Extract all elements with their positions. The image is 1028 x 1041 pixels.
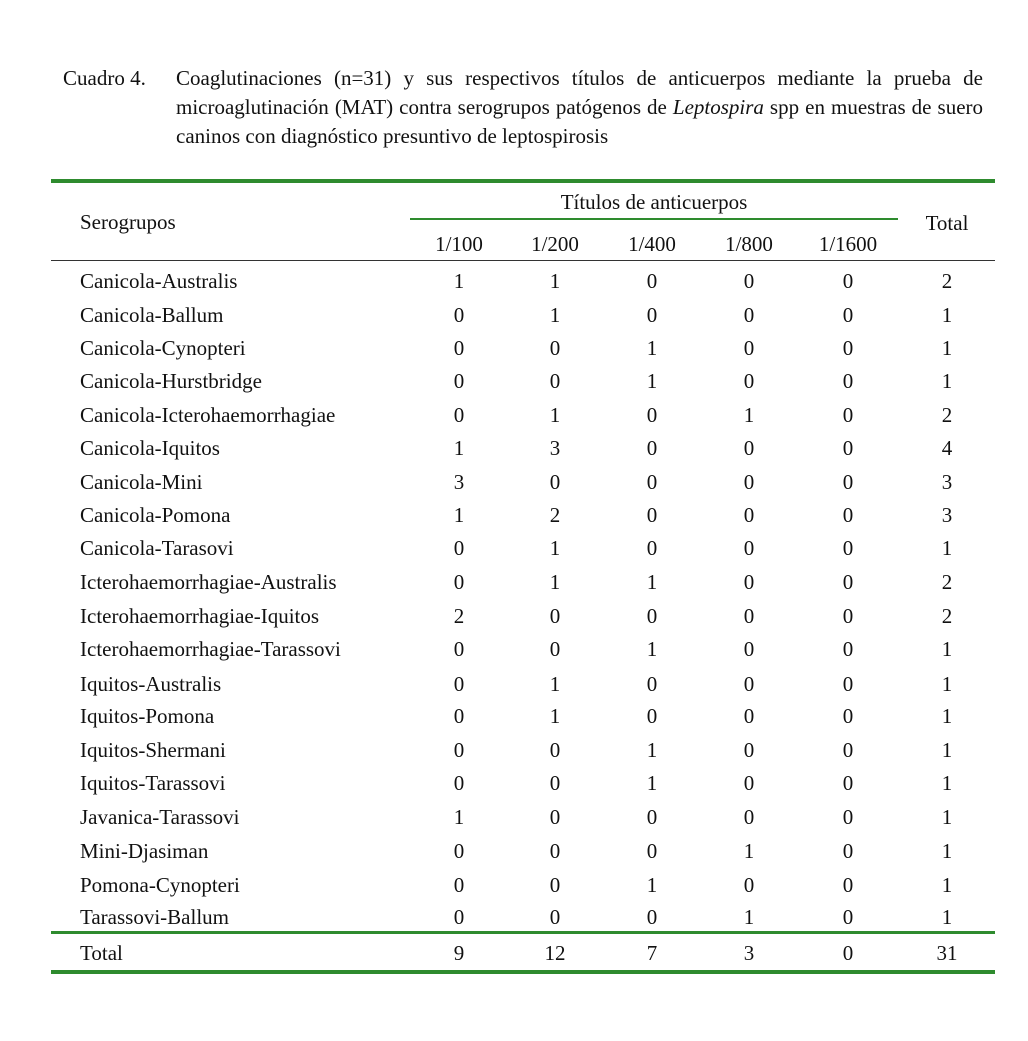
row-titre-value: 0 <box>549 873 561 897</box>
row-titre-value: 0 <box>743 570 755 594</box>
row-titre-value: 0 <box>646 303 658 327</box>
row-titre-value: 0 <box>646 805 658 829</box>
row-serogroup-name: Iquitos-Pomona <box>80 704 215 728</box>
row-titre-value: 0 <box>743 805 755 829</box>
row-total-value: 3 <box>941 503 953 527</box>
row-titre-value: 0 <box>743 503 755 527</box>
row-serogroup-name: Iquitos-Australis <box>80 672 222 696</box>
row-total-value: 1 <box>941 704 953 728</box>
row-titre-value: 0 <box>842 873 854 897</box>
row-serogroup-name: Canicola-Tarasovi <box>80 536 234 560</box>
row-total-value: 2 <box>941 604 953 628</box>
row-titre-value: 0 <box>743 470 755 494</box>
row-titre-value: 0 <box>453 672 465 696</box>
row-titre-value: 0 <box>646 536 658 560</box>
caption-label: Cuadro 4. <box>63 66 146 90</box>
row-titre-value: 0 <box>842 403 854 427</box>
row-titre-value: 0 <box>842 536 854 560</box>
row-titre-value: 0 <box>646 839 658 863</box>
row-total-value: 1 <box>941 805 953 829</box>
row-serogroup-name: Canicola-Pomona <box>80 503 231 527</box>
row-total-value: 1 <box>941 336 953 360</box>
total-1-100: 9 <box>453 941 465 965</box>
row-titre-value: 0 <box>453 738 465 762</box>
row-titre-value: 0 <box>743 704 755 728</box>
row-titre-value: 0 <box>743 269 755 293</box>
row-total-value: 1 <box>941 771 953 795</box>
row-titre-value: 0 <box>842 771 854 795</box>
row-titre-value: 1 <box>549 536 561 560</box>
row-titre-value: 1 <box>549 704 561 728</box>
row-titre-value: 1 <box>646 738 658 762</box>
row-total-value: 1 <box>941 905 953 929</box>
row-titre-value: 1 <box>646 369 658 393</box>
row-titre-value: 1 <box>549 570 561 594</box>
row-titre-value: 0 <box>842 637 854 661</box>
row-titre-value: 0 <box>453 839 465 863</box>
row-titre-value: 0 <box>842 470 854 494</box>
row-serogroup-name: Tarassovi-Ballum <box>80 905 229 929</box>
row-titre-value: 0 <box>549 771 561 795</box>
total-1-200: 12 <box>544 941 566 965</box>
row-titre-value: 0 <box>646 604 658 628</box>
row-serogroup-name: Icterohaemorrhagiae-Australis <box>80 570 337 594</box>
row-titre-value: 0 <box>743 536 755 560</box>
total-1-800: 3 <box>743 941 755 965</box>
row-titre-value: 0 <box>743 873 755 897</box>
row-total-value: 1 <box>941 839 953 863</box>
row-titre-value: 1 <box>743 403 755 427</box>
row-total-value: 2 <box>941 269 953 293</box>
row-titre-value: 0 <box>842 672 854 696</box>
row-titre-value: 0 <box>646 503 658 527</box>
row-total-value: 2 <box>941 403 953 427</box>
header-titre-1-100: 1/100 <box>435 232 483 256</box>
row-titre-value: 1 <box>549 269 561 293</box>
row-titre-value: 1 <box>646 570 658 594</box>
row-titre-value: 0 <box>646 436 658 460</box>
table-caption <box>63 64 983 151</box>
row-titre-value: 1 <box>743 839 755 863</box>
header-titre-span: Títulos de anticuerpos <box>560 190 748 214</box>
row-total-value: 1 <box>941 738 953 762</box>
row-serogroup-name: Iquitos-Shermani <box>80 738 226 762</box>
row-titre-value: 0 <box>549 738 561 762</box>
caption-text <box>176 64 983 151</box>
row-titre-value: 0 <box>646 470 658 494</box>
row-total-value: 1 <box>941 303 953 327</box>
row-titre-value: 0 <box>453 873 465 897</box>
header-titre-1-200: 1/200 <box>531 232 579 256</box>
row-titre-value: 0 <box>842 738 854 762</box>
row-titre-value: 3 <box>549 436 561 460</box>
row-titre-value: 0 <box>743 369 755 393</box>
row-titre-value: 0 <box>743 303 755 327</box>
header-serogroups: Serogrupos <box>80 210 176 234</box>
row-titre-value: 0 <box>842 805 854 829</box>
row-total-value: 1 <box>941 536 953 560</box>
row-titre-value: 0 <box>842 905 854 929</box>
row-titre-value: 0 <box>646 905 658 929</box>
row-serogroup-name: Canicola-Ballum <box>80 303 224 327</box>
row-titre-value: 1 <box>549 403 561 427</box>
row-titre-value: 0 <box>743 336 755 360</box>
row-serogroup-name: Icterohaemorrhagiae-Iquitos <box>80 604 320 628</box>
row-titre-value: 2 <box>549 503 561 527</box>
row-total-value: 1 <box>941 672 953 696</box>
row-titre-value: 1 <box>646 873 658 897</box>
row-titre-value: 0 <box>743 637 755 661</box>
row-titre-value: 0 <box>549 637 561 661</box>
row-titre-value: 0 <box>549 369 561 393</box>
row-titre-value: 1 <box>453 436 465 460</box>
row-titre-value: 0 <box>453 403 465 427</box>
row-serogroup-name: Mini-Djasiman <box>80 839 209 863</box>
row-titre-value: 0 <box>743 771 755 795</box>
row-titre-value: 0 <box>549 839 561 863</box>
row-titre-value: 1 <box>646 336 658 360</box>
row-serogroup-name: Canicola-Hurstbridge <box>80 369 262 393</box>
row-titre-value: 0 <box>453 336 465 360</box>
row-titre-value: 0 <box>453 905 465 929</box>
caption-genus-italic: Leptospira <box>672 95 764 119</box>
row-titre-value: 0 <box>842 604 854 628</box>
row-titre-value: 0 <box>842 369 854 393</box>
row-titre-value: 1 <box>646 637 658 661</box>
row-total-value: 1 <box>941 637 953 661</box>
row-titre-value: 3 <box>453 470 465 494</box>
row-titre-value: 1 <box>549 672 561 696</box>
row-serogroup-name: Canicola-Cynopteri <box>80 336 246 360</box>
row-titre-value: 0 <box>453 536 465 560</box>
table-bottom-rule <box>51 970 995 974</box>
caption-text-end: spp en muestras de suero caninos con diagnóstico presuntivo de leptospirosis <box>176 95 984 148</box>
row-serogroup-name: Javanica-Tarassovi <box>80 805 240 829</box>
row-titre-value: 0 <box>453 704 465 728</box>
row-titre-value: 0 <box>646 704 658 728</box>
row-serogroup-name: Canicola-Icterohaemorrhagiae <box>80 403 336 427</box>
row-titre-value: 0 <box>842 570 854 594</box>
row-total-value: 2 <box>941 570 953 594</box>
titre-span-rule <box>410 218 898 220</box>
header-total: Total <box>925 211 969 235</box>
row-serogroup-name: Canicola-Iquitos <box>80 436 220 460</box>
row-titre-value: 0 <box>549 905 561 929</box>
row-titre-value: 0 <box>842 839 854 863</box>
row-titre-value: 0 <box>743 436 755 460</box>
row-titre-value: 0 <box>453 369 465 393</box>
row-titre-value: 0 <box>842 303 854 327</box>
row-titre-value: 0 <box>842 269 854 293</box>
header-titre-1-1600: 1/1600 <box>818 232 878 256</box>
row-titre-value: 0 <box>453 303 465 327</box>
row-serogroup-name: Canicola-Australis <box>80 269 238 293</box>
table-top-rule <box>51 179 995 183</box>
row-total-value: 1 <box>941 873 953 897</box>
row-total-value: 4 <box>941 436 953 460</box>
row-titre-value: 0 <box>743 738 755 762</box>
row-titre-value: 0 <box>743 604 755 628</box>
row-titre-value: 0 <box>453 570 465 594</box>
row-titre-value: 0 <box>549 604 561 628</box>
grand-total: 31 <box>936 941 958 965</box>
row-titre-value: 0 <box>646 672 658 696</box>
row-titre-value: 0 <box>549 336 561 360</box>
row-titre-value: 0 <box>453 771 465 795</box>
row-titre-value: 2 <box>453 604 465 628</box>
row-titre-value: 1 <box>646 771 658 795</box>
total-1-1600: 0 <box>842 941 854 965</box>
row-titre-value: 0 <box>743 672 755 696</box>
row-serogroup-name: Iquitos-Tarassovi <box>80 771 226 795</box>
row-titre-value: 0 <box>842 336 854 360</box>
row-titre-value: 0 <box>646 403 658 427</box>
row-titre-value: 1 <box>453 805 465 829</box>
row-titre-value: 0 <box>842 503 854 527</box>
row-total-value: 1 <box>941 369 953 393</box>
row-titre-value: 0 <box>549 470 561 494</box>
row-total-value: 3 <box>941 470 953 494</box>
row-titre-value: 1 <box>549 303 561 327</box>
row-titre-value: 1 <box>453 503 465 527</box>
header-titre-1-800: 1/800 <box>725 232 773 256</box>
row-titre-value: 1 <box>453 269 465 293</box>
row-serogroup-name: Canicola-Mini <box>80 470 203 494</box>
header-bottom-rule <box>51 260 995 261</box>
total-row-label: Total <box>80 941 123 965</box>
row-serogroup-name: Icterohaemorrhagiae-Tarassovi <box>80 637 341 661</box>
row-serogroup-name: Pomona-Cynopteri <box>80 873 240 897</box>
caption-text-start: Coaglutinaciones (n=31) y sus respectivos títulos de anticuerpos mediante la prueba de microaglutinación (MAT) contra serogrupos patógenos de <box>176 66 983 119</box>
total-top-rule <box>51 931 995 934</box>
row-titre-value: 0 <box>842 436 854 460</box>
row-titre-value: 0 <box>842 704 854 728</box>
row-titre-value: 0 <box>549 805 561 829</box>
total-1-400: 7 <box>646 941 658 965</box>
row-titre-value: 1 <box>743 905 755 929</box>
row-titre-value: 0 <box>453 637 465 661</box>
row-titre-value: 0 <box>646 269 658 293</box>
header-titre-1-400: 1/400 <box>628 232 676 256</box>
